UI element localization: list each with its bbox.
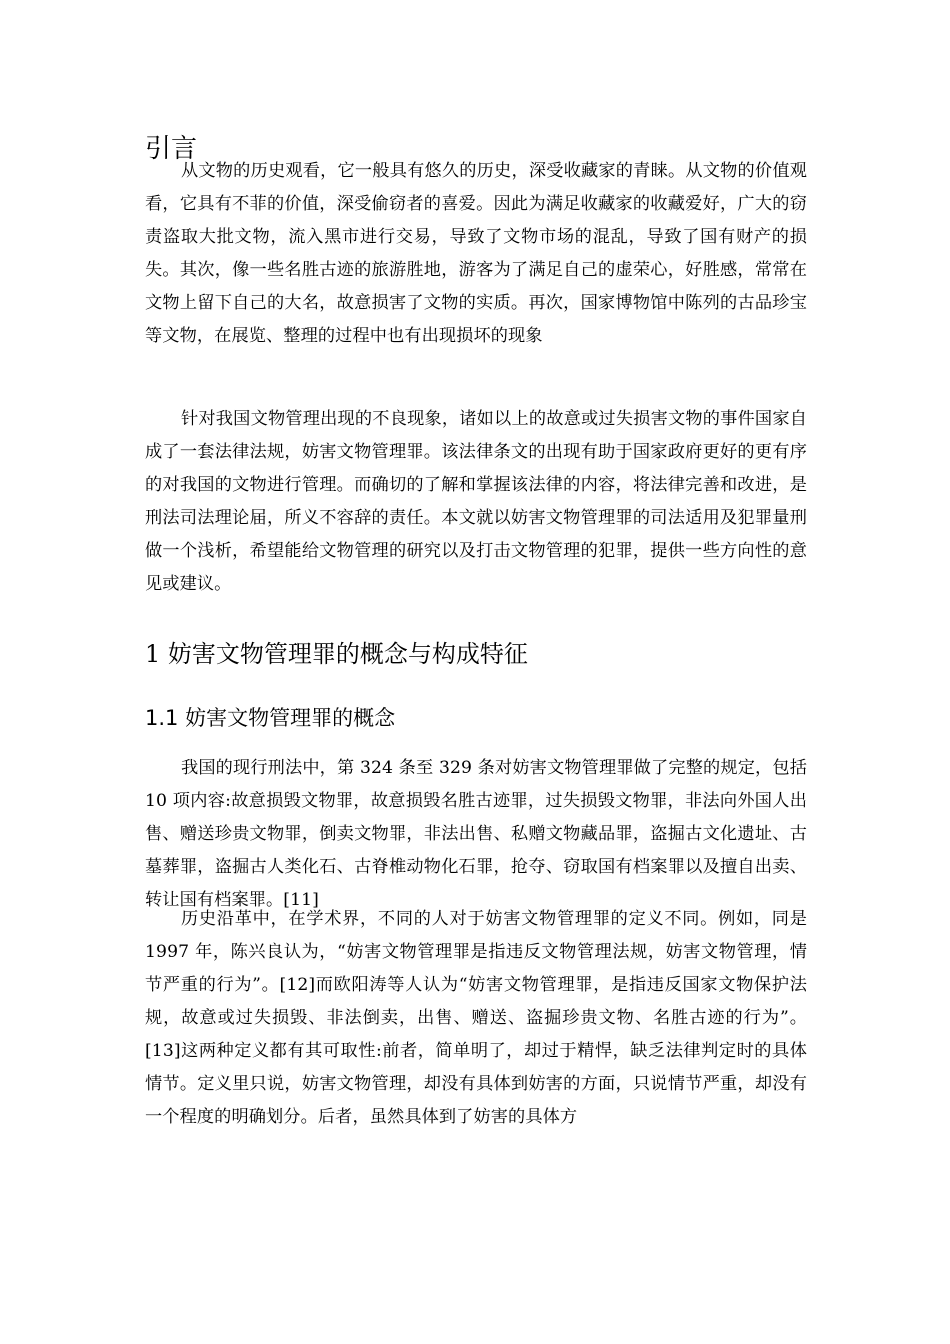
paragraph-intro-1: 从文物的历史观看，它一般具有悠久的历史，深受收藏家的青睐。从文物的价值观看，它具有不菲的价值，深受偷窃者的喜爱。因此为满足收藏家的收藏爱好，广大的窃责盗取大批文物，流入黑市进行交易，导致了文物市场的混乱，导致了国有财产的损失。其次，像一些名胜古迹的旅游胜地，游客为了满足自己的虚荣心，好胜感，常常在文物上留下自己的大名，故意损害了文物的实质。再次，国家博物馆中陈列的古品珍宝等文物，在展览、整理的过程中也有出现损坏的现象 xyxy=(145,161,807,346)
heading-intro: 引言 xyxy=(145,134,198,164)
paragraph-intro-2: 针对我国文物管理出现的不良现象，诸如以上的故意或过失损害文物的事件国家自成了一套法律法规，妨害文物管理罪。该法律条文的出现有助于国家政府更好的更有序的对我国的文物进行管理。而确切的了解和掌握该法律的内容，将法律完善和改进，是刑法司法理论届，所义不容辞的责任。本文就以妨害文物管理罪的司法适用及犯罪量刑做一个浅析，希望能给文物管理的研究以及打击文物管理的犯罪，提供一些方向性的意见或建议。 xyxy=(145,409,807,594)
paragraph-section-1-1-a: 我国的现行刑法中，第 324 条至 329 条对妨害文物管理罪做了完整的规定，包括 10 项内容:故意损毁文物罪，故意损毁名胜古迹罪，过失损毁文物罪，非法向外国人出售、赠送珍贵文物罪，倒卖文物罪，非法出售、私赠文物藏品罪，盗掘古文化遗址、古墓葬罪，盗掘古人类化石、古脊椎动物化石罪，抢夺、窃取国有档案罪以及擅自出卖、转让国有档案罪。[11] xyxy=(145,758,807,910)
heading-section-1-1: 1.1 妨害文物管理罪的概念 xyxy=(145,706,396,730)
heading-section-1: 1 妨害文物管理罪的概念与构成特征 xyxy=(145,640,528,668)
paragraph-section-1-1-b: 历史沿革中，在学术界，不同的人对于妨害文物管理罪的定义不同。例如，同是 1997 年，陈兴良认为，“妨害文物管理罪是指违反文物管理法规，妨害文物管理，情节严重的行为”。[12]而欧阳涛等人认为“妨害文物管理罪，是指违反国家文物保护法规，故意或过失损毁、非法倒卖，出售、赠送、盗掘珍贵文物、名胜古迹的行为”。[13]这两种定义都有其可取性:前者，简单明了，却过于精悍，缺乏法律判定时的具体情节。定义里只说，妨害文物管理，却没有具体到妨害的方面，只说情节严重，却没有一个程度的明确划分。后者，虽然具体到了妨害的具体方 xyxy=(145,909,807,1127)
